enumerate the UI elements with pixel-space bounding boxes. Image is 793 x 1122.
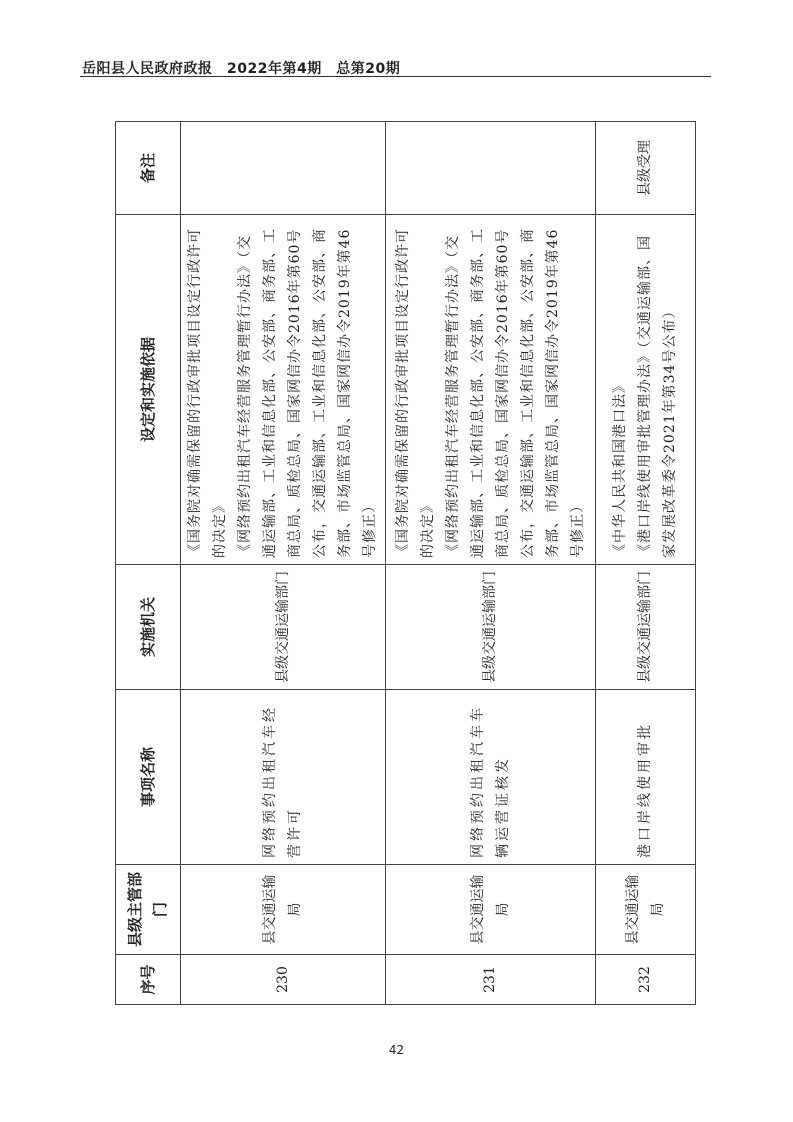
table-row (596, 122, 696, 1005)
cell-name: 网络预约出租汽车车辆运营证核发 (386, 690, 596, 865)
table-row (386, 122, 596, 1005)
col-header-no: 序号 (116, 955, 181, 1005)
cell-no: 232 (596, 955, 696, 1005)
table-row (181, 122, 386, 1005)
col-header-note: 备注 (116, 122, 181, 215)
page-header: 岳阳县人民政府政报 2022年第4期 总第20期 (82, 61, 401, 77)
cell-basis: 《中华人民共和国港口法》 《港口岸线使用审批管理办法》（交通运输部、国家发展改革委令2021年第34号公布） (596, 215, 696, 565)
cell-agency: 县级交通运输部门 (181, 565, 386, 690)
page-number: 42 (388, 1043, 405, 1057)
cell-note (181, 122, 386, 215)
cell-no: 231 (386, 955, 596, 1005)
cell-note: 县级受理 (596, 122, 696, 215)
col-header-dept: 县级主管部门 (116, 865, 181, 955)
header-divider (80, 76, 711, 77)
col-header-basis: 设定和实施依据 (116, 215, 181, 565)
col-header-agency: 实施机关 (116, 565, 181, 690)
cell-name: 港口岸线使用审批 (596, 690, 696, 865)
cell-no: 230 (181, 955, 386, 1005)
cell-basis: 《国务院对确需保留的行政审批项目设定行政许可的决定》 《网络预约出租汽车经营服务管理暂行办法》（交通运输部、工业和信息化部、公安部、商务部、工商总局、质检总局、国家网信办令2016年第60号公布，交通运输部、工业和信息化部、公安部、商务部、市场监管总局、国家网信办令2019年第46号修正） (181, 215, 386, 565)
cell-agency: 县级交通运输部门 (596, 565, 696, 690)
cell-basis: 《国务院对确需保留的行政审批项目设定行政许可的决定》 《网络预约出租汽车经营服务管理暂行办法》（交通运输部、工业和信息化部、公安部、商务部、工商总局、质检总局、国家网信办令2016年第60号公布，交通运输部、工业和信息化部、公安部、商务部、市场监管总局、国家网信办令2019年第46号修正） (386, 215, 596, 565)
cell-name: 网络预约出租汽车经营许可 (181, 690, 386, 865)
cell-agency: 县级交通运输部门 (386, 565, 596, 690)
cell-dept: 县交通运输局 (181, 865, 386, 955)
cell-dept: 县交通运输局 (386, 865, 596, 955)
cell-dept: 县交通运输局 (596, 865, 696, 955)
items-table (115, 121, 696, 1005)
cell-note (386, 122, 596, 215)
col-header-name: 事项名称 (116, 690, 181, 865)
table-header-row (116, 122, 181, 1005)
rotated-table-container (115, 122, 682, 1005)
